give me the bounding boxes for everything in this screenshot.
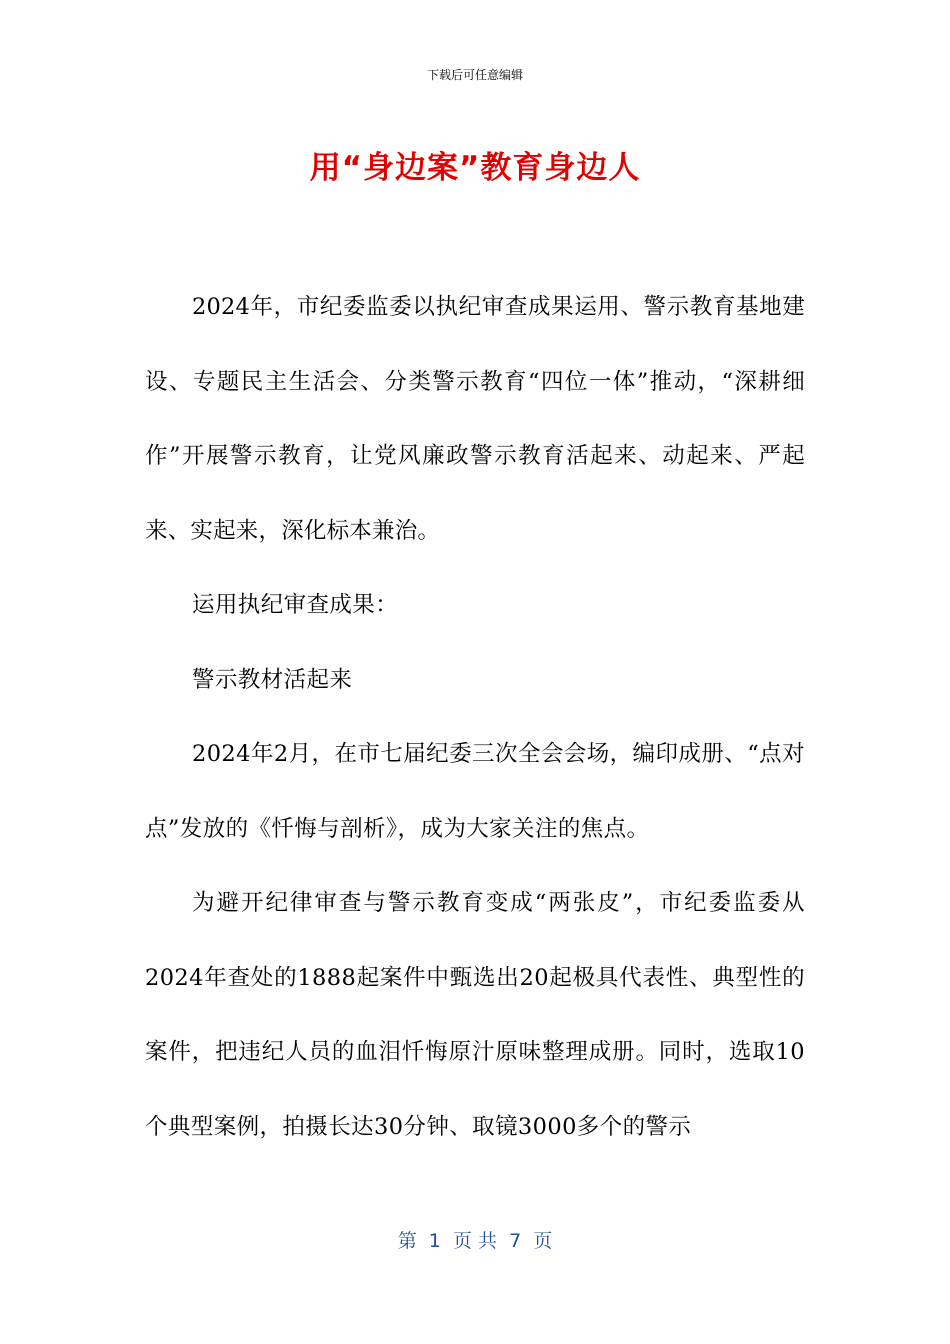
paragraph-3: 警示教材活起来 [192,666,353,693]
page-header-note: 下载后可任意编辑 [426,68,523,82]
paragraph-1: 2024年，市纪委监委以执纪审查成果运用、警示教育基地建设、专题民主生活会、分类警示教育“四位一体”推动，“深耕细作”开展警示教育，让党风廉政警示教育活起来、动起来、严起来、实起来，深化标本兼治。 [145,294,805,544]
document-title: 用“身边案”教育身边人 [309,150,641,186]
document-body [145,270,805,1164]
page-number-footer: 第 1 页 共 7 页 [397,1230,553,1252]
paragraph-2: 运用执纪审查成果： [192,592,399,618]
paragraph-5: 为避开纪律审查与警示教育变成“两张皮”，市纪委监委从2024年查处的1888起案件中甄选出20起极具代表性、典型性的案件，把违纪人员的血泪忏悔原汁原味整理成册。同时，选取10个典型案例，拍摄长达30分钟、取镜3000多个的警示 [145,890,805,1140]
paragraph-4: 2024年2月，在市七届纪委三次全会会场，编印成册、“点对点”发放的《忏悔与剖析》，成为大家关注的焦点。 [145,741,805,842]
